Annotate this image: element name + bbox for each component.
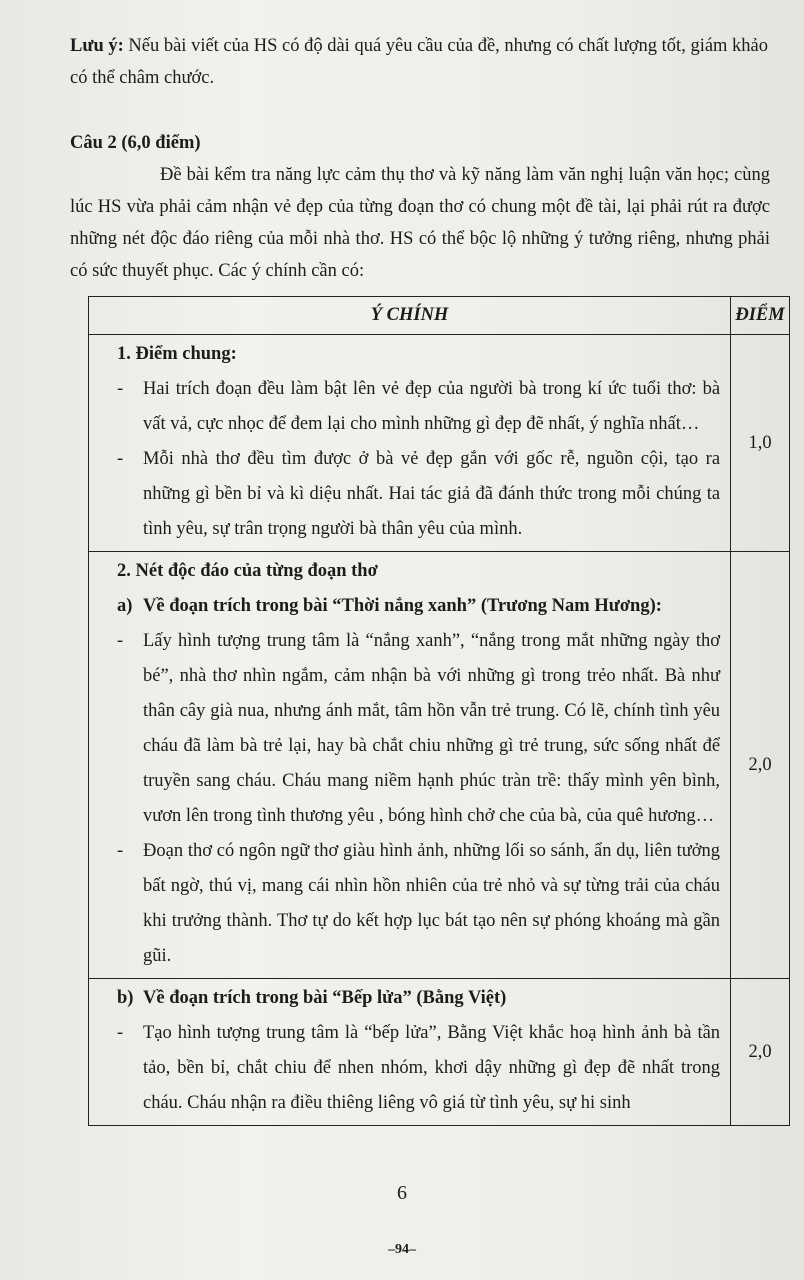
list-item: - Lấy hình tượng trung tâm là “nắng xanh”, “nắng trong mắt những ngày thơ bé”, nhà thơ nhìn ngắm, cảm nhận bà với những gì trong trẻo nhất. Bà như thân cây già nua, nhưng ánh mắt, tâm hồn vẫn trẻ trung. Có lẽ, chính tình yêu cháu đã làm bà trẻ lại, hay bà chắt chiu những gì trẻ trung, sức sống nhất để truyền sang cháu. Cháu mang niềm hạnh phúc tràn trề: thấy mình yên bình, vươn lên trong tình thương yêu , bóng hình chở che của bà, của quê hương… [117,624,720,834]
note-label: Lưu ý: [70,36,124,56]
sub-a-heading [117,589,720,624]
table-row [89,335,790,552]
section2-title: 2. Nét độc đáo của từng đoạn thơ [117,561,378,581]
list-item: - Đoạn thơ có ngôn ngữ thơ giàu hình ảnh, những lối so sánh, ẩn dụ, liên tưởng bất ngờ, thú vị, mang cái nhìn hồn nhiên của trẻ nhỏ và sự từng trải của cháu khi trưởng thành. Thơ tự do kết hợp lục bát tạo nên sự phóng khoáng mà gần gũi. [117,834,720,974]
bullet-text: Hai trích đoạn đều làm bật lên vẻ đẹp của người bà trong kí ức tuổi thơ: bà vất vả, cực nhọc để đem lại cho mình những gì đẹp đẽ nhất, ý nghĩa nhất… [143,379,721,434]
page-number: 6 [397,1182,407,1204]
section1-title: 1. Điểm chung: [117,344,237,364]
list-item: - Tạo hình tượng trung tâm là “bếp lửa”, Bằng Việt khắc hoạ hình ảnh bà tần tảo, bền bỉ, chắt chiu để nhen nhóm, khơi dậy những gì đẹp đẽ nhất trong cháu. Cháu nhận ra điều thiêng liêng vô giá từ tình yêu, sự hi sinh [117,1016,720,1121]
sub-b-title: Về đoạn trích trong bài “Bếp lửa” (Bằng Việt) [143,988,507,1008]
table-header-row [89,297,790,335]
question-title: Câu 2 (6,0 điểm) [70,133,201,153]
sub-b-label: b) [117,988,134,1008]
sub-a-label: a) [117,596,133,616]
question-intro [70,159,770,287]
bullet-text: Mỗi nhà thơ đều tìm được ở bà vẻ đẹp gắn với gốc rễ, nguồn cội, tạo ra những gì bền bỉ và kì diệu nhất. Hai tác giả đã đánh thức trong mỗi chúng ta tình yêu, sự trân trọng người bà thân yêu của mình. [143,449,721,539]
note-paragraph [70,30,790,94]
sub-a-title: Về đoạn trích trong bài “Thời nắng xanh” (Trương Nam Hương): [143,596,662,616]
section2b-content [89,979,731,1126]
section1-score: 1,0 [731,335,790,552]
bullet-text: Đoạn thơ có ngôn ngữ thơ giàu hình ảnh, những lối so sánh, ẩn dụ, liên tưởng bất ngờ, thú vị, mang cái nhìn hồn nhiên của trẻ nhỏ và sự từng trải của cháu khi trưởng thành. Thơ tự do kết hợp lục bát tạo nên sự phóng khoáng mà gần gũi. [143,841,721,966]
header-score: ĐIỂM [731,297,790,335]
scoring-table [88,296,790,1126]
question-intro-text: Đề bài kểm tra năng lực cảm thụ thơ và kỹ năng làm văn nghị luận văn học; cùng lúc HS vừa phải cảm nhận vẻ đẹp của từng đoạn thơ có chung một đề tài, lại phải rút ra được những nét độc đáo riêng của mỗi nhà thơ. HS có thể bộc lộ những ý tưởng riêng, nhưng phải có sức thuyết phục. Các ý chính cần có: [70,165,770,281]
list-item: - Mỗi nhà thơ đều tìm được ở bà vẻ đẹp gắn với gốc rễ, nguồn cội, tạo ra những gì bền bỉ và kì diệu nhất. Hai tác giả đã đánh thức trong mỗi chúng ta tình yêu, sự trân trọng người bà thân yêu của mình. [117,442,720,547]
section2b-score: 2,0 [731,979,790,1126]
section1-content [89,335,731,552]
sub-b-heading [117,981,720,1016]
note-text: Nếu bài viết của HS có độ dài quá yêu cầu của đề, nhưng có chất lượng tốt, giám khảo có thể châm chước. [70,36,769,88]
table-row [89,979,790,1126]
header-main-ideas: Ý CHÍNH [89,297,731,335]
table-row [89,552,790,979]
list-item: - Hai trích đoạn đều làm bật lên vẻ đẹp của người bà trong kí ức tuổi thơ: bà vất vả, cực nhọc để đem lại cho mình những gì đẹp đẽ nhất, ý nghĩa nhất… [117,372,720,442]
section2a-score: 2,0 [731,552,790,979]
bullet-text: Lấy hình tượng trung tâm là “nắng xanh”, “nắng trong mắt những ngày thơ bé”, nhà thơ nhìn ngắm, cảm nhận bà với những gì trong trẻo nhất. Bà như thân cây già nua, nhưng ánh mắt, tâm hồn vẫn trẻ trung. Có lẽ, chính tình yêu cháu đã làm bà trẻ lại, hay bà chắt chiu những gì trẻ trung, sức sống nhất để truyền sang cháu. Cháu mang niềm hạnh phúc tràn trề: thấy mình yên bình, vươn lên trong tình thương yêu , bóng hình chở che của bà, của quê hương… [143,631,721,826]
section2a-content [89,552,731,979]
bullet-text: Tạo hình tượng trung tâm là “bếp lửa”, Bằng Việt khắc hoạ hình ảnh bà tần tảo, bền bỉ, chắt chiu để nhen nhóm, khơi dậy những gì đẹp đẽ nhất trong cháu. Cháu nhận ra điều thiêng liêng vô giá từ tình yêu, sự hi sinh [143,1023,721,1113]
bottom-page-number: –94– [388,1242,416,1257]
